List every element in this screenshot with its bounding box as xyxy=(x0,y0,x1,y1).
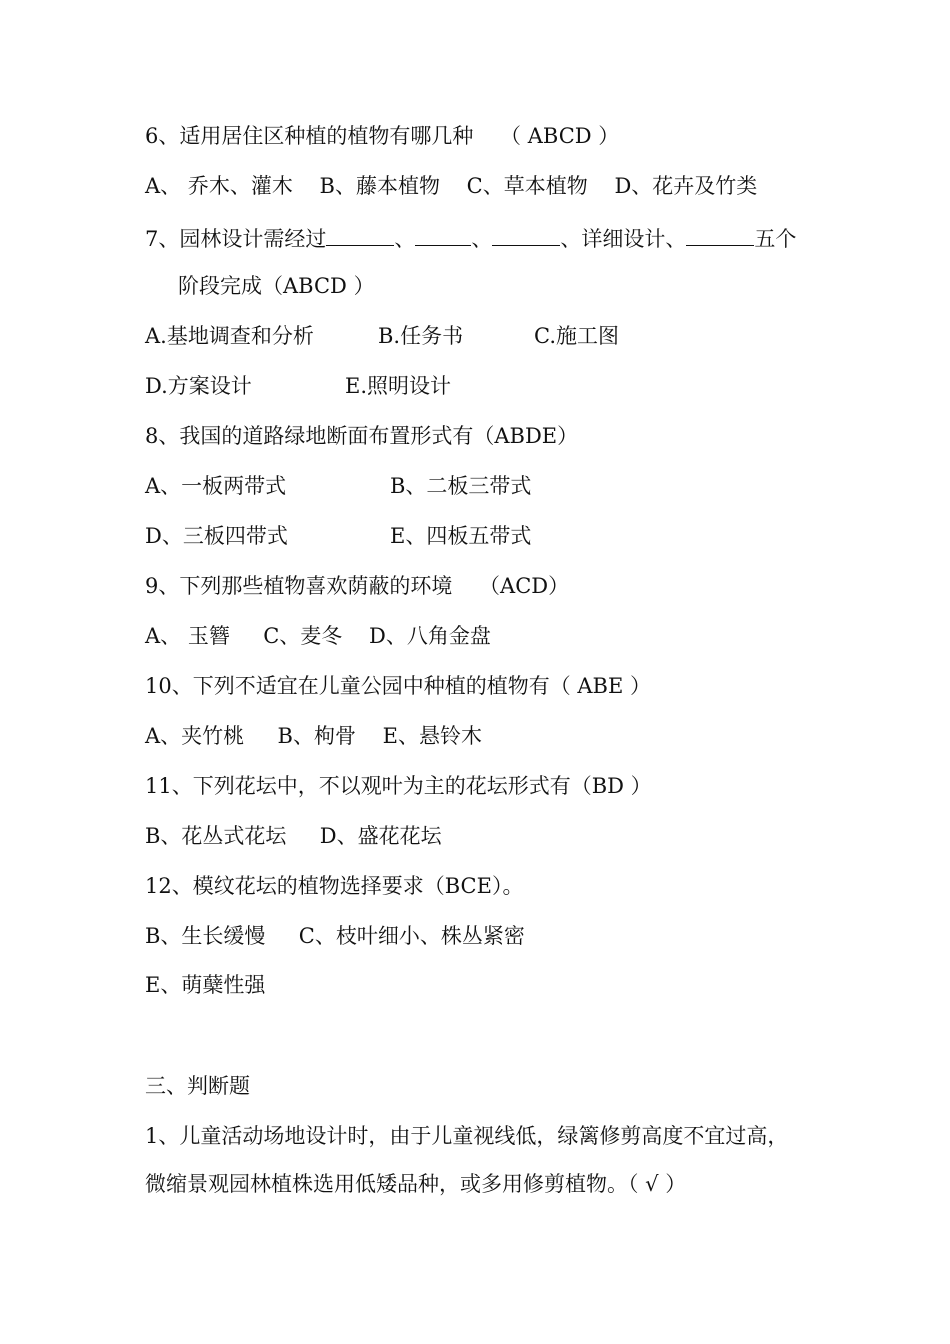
question-12-options: B、生长缓慢 C、枝叶细小、株丛紧密 xyxy=(145,924,525,948)
question-7-middle: 、详细设计、 xyxy=(560,227,687,251)
question-7-option-b: B.任务书 xyxy=(378,324,464,348)
question-10-options: A、夹竹桃 B、枸骨 E、悬铃木 xyxy=(145,724,483,748)
question-10: 10、下列不适宜在儿童公园中种植的植物有（ ABE ） xyxy=(145,674,651,698)
question-7-prefix: 7、园林设计需经过 xyxy=(145,227,327,251)
question-7-option-c: C.施工图 xyxy=(534,324,619,348)
question-9-options: A、 玉簪 C、麦冬 D、八角金盘 xyxy=(145,624,491,648)
question-6-options: A、 乔木、灌木 B、藤本植物 C、草本植物 D、花卉及竹类 xyxy=(145,174,758,198)
question-7-separator: 、 xyxy=(471,227,493,251)
question-7-option-e: E.照明设计 xyxy=(345,374,452,398)
answer-blank xyxy=(492,221,560,246)
question-7 xyxy=(145,221,796,254)
question-12-option-e: E、萌蘖性强 xyxy=(145,973,266,997)
question-7-suffix: 五个 xyxy=(754,227,797,251)
question-8-option-e: E、四板五带式 xyxy=(390,524,532,548)
question-7-continuation: 阶段完成（ABCD ） xyxy=(178,274,375,298)
true-false-question-1-continuation: 微缩景观园林植株选用低矮品种，或多用修剪植物。（ √ ） xyxy=(145,1172,687,1196)
answer-blank xyxy=(415,221,471,246)
question-8-option-b: B、二板三带式 xyxy=(390,474,532,498)
question-7-option-a: A.基地调查和分析 xyxy=(145,324,314,348)
question-11: 11、下列花坛中，不以观叶为主的花坛形式有（BD ） xyxy=(145,774,652,798)
section-title-true-false: 三、判断题 xyxy=(145,1074,250,1098)
question-9: 9、下列那些植物喜欢荫蔽的环境 （ACD） xyxy=(145,574,570,598)
question-8: 8、我国的道路绿地断面布置形式有（ABDE） xyxy=(145,424,579,448)
true-false-question-1: 1、儿童活动场地设计时，由于儿童视线低，绿篱修剪高度不宜过高， xyxy=(145,1124,789,1148)
question-7-option-d: D.方案设计 xyxy=(145,374,252,398)
question-7-separator: 、 xyxy=(394,227,416,251)
question-6: 6、适用居住区种植的植物有哪几种 （ ABCD ） xyxy=(145,124,620,148)
question-8-option-d: D、三板四带式 xyxy=(145,524,288,548)
question-8-option-a: A、一板两带式 xyxy=(145,474,287,498)
answer-blank xyxy=(686,221,754,246)
question-12: 12、模纹花坛的植物选择要求（BCE）。 xyxy=(145,874,524,898)
question-11-options: B、花丛式花坛 D、盛花花坛 xyxy=(145,824,442,848)
answer-blank xyxy=(326,221,394,246)
